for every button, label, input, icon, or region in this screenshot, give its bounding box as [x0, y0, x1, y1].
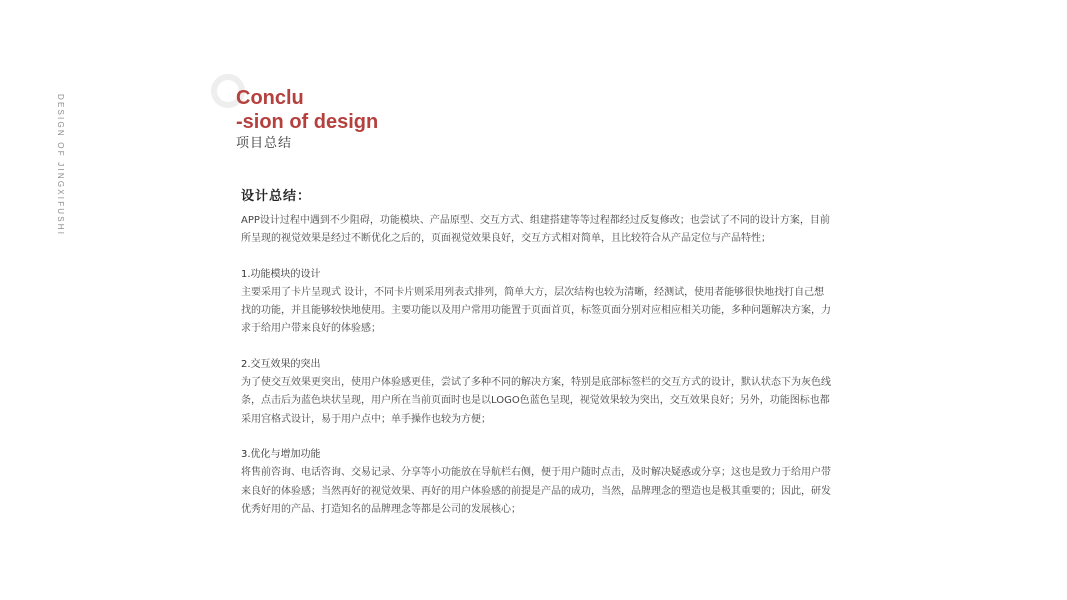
section-interaction — [241, 356, 831, 429]
section-text: 主要采用了卡片呈现式 设计，不同卡片则采用列表式排列，简单大方，层次结构也较为清晰，经测试，使用者能够很快地找打自己想找的功能，并且能够较快地使用。主要功能以及用户常用功能置于页面首页，标签页面分别对应相应相关功能，多种问题解决方案，力求于给用户带来良好的体验感； — [241, 286, 831, 335]
section-function-modules — [241, 266, 831, 339]
title-en-line-2: -sion of design — [236, 111, 379, 133]
summary-intro: APP设计过程中遇到不少阻碍，功能模块、产品原型、交互方式、组建搭建等等过程都经过反复修改；也尝试了不同的设计方案，目前所呈现的视觉效果是经过不断优化之后的，页面视觉效果良好，交互方式相对简单，且比较符合从产品定位与产品特性； — [241, 215, 830, 245]
section-optimization — [241, 446, 831, 519]
title-en-line-1: Conclu — [236, 87, 304, 109]
summary-block — [241, 188, 831, 519]
section-title: 3.优化与增加功能 — [241, 448, 321, 460]
section-text: 为了使交互效果更突出，使用户体验感更佳，尝试了多种不同的解决方案，特别是底部标签栏的交互方式的设计，默认状态下为灰色线条，点击后为蓝色块状呈现，用户所在当前页面时也是以LOGO色蓝色呈现，视觉效果较为突出，交互效果良好；另外，功能图标也都采用宫格式设计，易于用户点中；单手操作也较为方便； — [241, 377, 831, 425]
side-label: DESIGN OF JINGXIFUSHI — [56, 94, 65, 237]
title-block — [236, 86, 378, 152]
section-title: 1.功能模块的设计 — [241, 268, 321, 280]
section-text: 将售前咨询、电话咨询、交易记录、分享等小功能放在导航栏右侧，便于用户随时点击，及时解决疑惑或分享；这也是致力于给用户带来良好的体验感；当然再好的视觉效果、再好的用户体验感的前提是产品的成功，当然，品牌理念的塑造也是极其重要的；因此，研发优秀好用的产品、打造知名的品牌理念等都是公司的发展核心； — [241, 467, 831, 515]
summary-heading: 设计总结： — [241, 189, 312, 204]
title-cn: 项目总结 — [236, 136, 293, 151]
section-title: 2.交互效果的突出 — [241, 358, 321, 370]
